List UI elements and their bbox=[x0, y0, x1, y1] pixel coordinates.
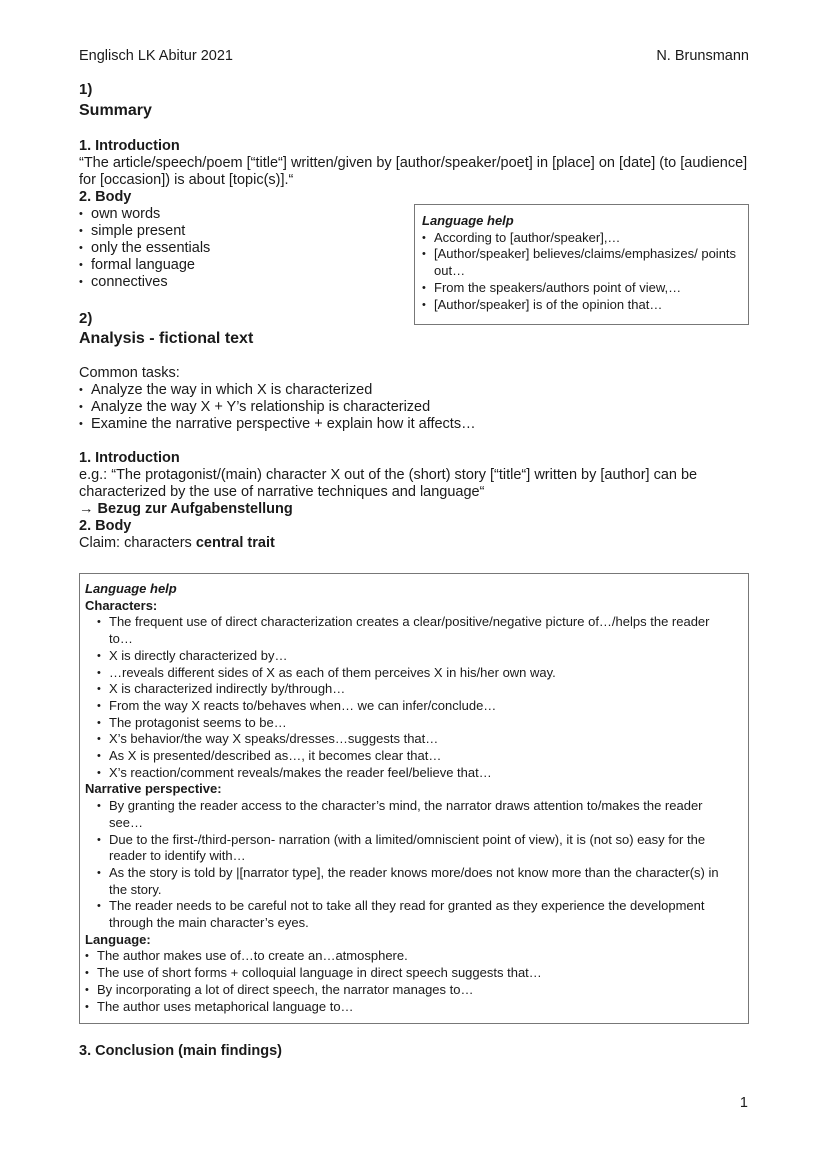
summary-intro-text: “The article/speech/poem [“title“] written/given by [author/speaker/poet] in [place] on [date] (to [audience] for [occasion]) is about [topic(s)].“ bbox=[79, 155, 748, 188]
language-list bbox=[85, 948, 728, 1015]
list-item: • X’s behavior/the way X speaks/dresses…suggests that… bbox=[97, 731, 728, 748]
task-reference bbox=[79, 501, 749, 518]
summary-body-heading: 2. Body bbox=[79, 189, 132, 205]
list-item: • formal language bbox=[79, 257, 749, 274]
claim-line bbox=[79, 535, 749, 552]
arrow-icon: → bbox=[79, 501, 98, 517]
list-item: • The author makes use of…to create an…atmosphere. bbox=[85, 948, 728, 965]
analysis-intro bbox=[79, 450, 749, 552]
language-label: Language: bbox=[85, 931, 151, 947]
list-item: • simple present bbox=[79, 223, 749, 240]
conclusion-heading: 3. Conclusion (main findings) bbox=[79, 1043, 282, 1059]
list-item: • own words bbox=[79, 206, 749, 223]
list-item: • From the speakers/authors point of view,… bbox=[422, 280, 740, 297]
analysis-intro-text: e.g.: “The protagonist/(main) character X out of the (short) story [“title“] written by [author] can be characterized by the use of narrative techniques and language“ bbox=[79, 467, 698, 500]
claim-bold: central trait bbox=[195, 535, 275, 551]
list-item: • As X is presented/described as…, it becomes clear that… bbox=[97, 748, 728, 765]
header-course: Englisch LK Abitur 2021 bbox=[79, 48, 233, 64]
list-item: • By granting the reader access to the character’s mind, the narrator draws attention to/makes the reader see… bbox=[97, 798, 728, 831]
summary-help-list bbox=[422, 230, 740, 314]
summary-intro-heading: 1. Introduction bbox=[79, 138, 180, 154]
list-item: • [Author/speaker] is of the opinion that… bbox=[422, 297, 740, 314]
tasks-label: Common tasks: bbox=[79, 365, 180, 381]
list-item: • According to [author/speaker],… bbox=[422, 230, 740, 247]
list-item: • Analyze the way in which X is characterized bbox=[79, 382, 749, 399]
list-item: • Analyze the way X + Y’s relationship is characterized bbox=[79, 399, 749, 416]
list-item: • [Author/speaker] believes/claims/emphasizes/ points out… bbox=[422, 246, 740, 279]
section1-title: Summary bbox=[79, 102, 152, 119]
list-item: • X is characterized indirectly by/through… bbox=[97, 681, 728, 698]
analysis-language-help-box bbox=[79, 573, 749, 1024]
perspective-list bbox=[85, 798, 728, 932]
section2-title: Analysis - fictional text bbox=[79, 330, 254, 347]
list-item: • only the essentials bbox=[79, 240, 749, 257]
claim-prefix: Claim: characters bbox=[79, 535, 196, 551]
section1-number: 1) bbox=[79, 81, 93, 98]
task-reference-text: Bezug zur Aufgabenstellung bbox=[97, 501, 293, 517]
characters-label: Characters: bbox=[85, 597, 158, 613]
page-number: 1 bbox=[739, 1095, 748, 1111]
perspective-label: Narrative perspective: bbox=[85, 781, 222, 797]
list-item: • …reveals different sides of X as each of them perceives X in his/her own way. bbox=[97, 665, 728, 682]
tasks-list bbox=[79, 382, 749, 433]
list-item: • connectives bbox=[79, 274, 749, 291]
list-item: • Due to the first-/third-person- narration (with a limited/omniscient point of view), it is (not so) easy for the reader to identify with… bbox=[97, 832, 728, 865]
list-item: • The frequent use of direct characterization creates a clear/positive/negative picture of…/helps the reader to… bbox=[97, 614, 728, 647]
list-item: • X’s reaction/comment reveals/makes the reader feel/believe that… bbox=[97, 765, 728, 782]
analysis-tasks bbox=[79, 365, 749, 433]
analysis-intro-heading: 1. Introduction bbox=[79, 450, 180, 466]
list-item: • X is directly characterized by… bbox=[97, 648, 728, 665]
characters-list bbox=[85, 614, 728, 781]
analysis-help-title: Language help bbox=[85, 581, 177, 596]
list-item: • From the way X reacts to/behaves when… we can infer/conclude… bbox=[97, 698, 728, 715]
summary-help-title: Language help bbox=[422, 213, 514, 228]
list-item: • As the story is told by |[narrator type], the reader knows more/does not know more than the character(s) in the story. bbox=[97, 865, 728, 898]
summary-language-help-box bbox=[414, 204, 749, 325]
list-item: • Examine the narrative perspective + explain how it affects… bbox=[79, 416, 749, 433]
list-item: • The use of short forms + colloquial language in direct speech suggests that… bbox=[85, 965, 728, 982]
section2-number: 2) bbox=[79, 310, 93, 327]
analysis-body-heading: 2. Body bbox=[79, 518, 132, 534]
list-item: • The author uses metaphorical language to… bbox=[85, 999, 728, 1016]
list-item: • By incorporating a lot of direct speech, the narrator manages to… bbox=[85, 982, 728, 999]
header-author: N. Brunsmann bbox=[656, 48, 749, 64]
list-item: • The protagonist seems to be… bbox=[97, 715, 728, 732]
list-item: • The reader needs to be careful not to take all they read for granted as they experience the development through the main character’s eyes. bbox=[97, 898, 728, 931]
